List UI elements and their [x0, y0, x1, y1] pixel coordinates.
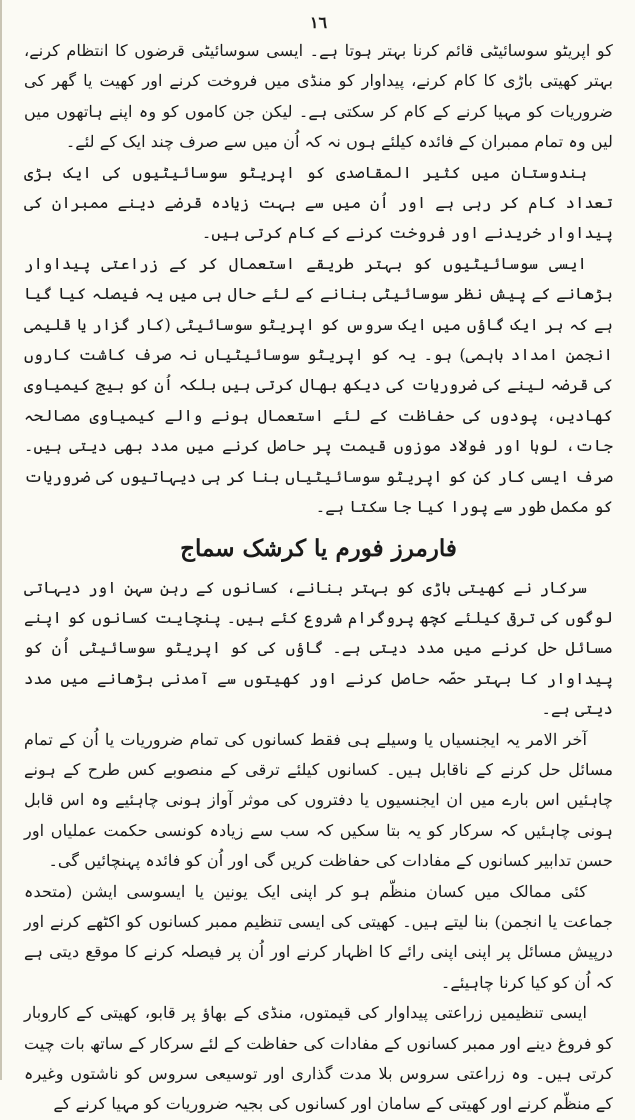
paragraph-organization-roles: ایسی تنظیمیں زراعتی پیداوار کی قیمتوں، منڈی کے بھاؤ پر قابو، کھیتی کے کاروبار کو فروغ دینے اور ممبر کسانوں کے مفادات کی حفاظت کے لئے سرکار کے ساتھ بات چیت کرتی ہیں۔ وہ زراعتی سروس بلا مدت گذاری اور توسیعی سروس کو ناشتوں وغیرہ کے منظّم کرنے اور کھیتی کے سامان اور کسانوں کی بجیہ ضروریات کو مہیا کرنے کے: [24, 1003, 613, 1114]
paragraph-farmers-union: کئی ممالک میں کسان منظّم ہو کر اپنی ایک یونین یا ایسوسی ایشن (متحدہ جماعت یا انجمن) بنا لیتے ہیں۔ کھیتی کی ایسی تنظیم ممبر کسانوں کو اکٹھے کرنے اور درپیش مسائل پر اپنی اپنی رائے کا اظہار کرنے اور اُن پر فیصلہ کرنے کا موقع دیتی ہے کہ اُن کو کیا کرنا چاہیئے۔: [24, 881, 613, 992]
section-farmers-forum: [24, 573, 613, 1120]
paragraph-agencies-limitations: آخر الامر یہ ایجنسیاں یا وسیلے ہی فقط کسانوں کی تمام ضروریات یا اُن کے تمام مسائل حل کرنے کے ناقابل ہیں۔ کسانوں کیلئے ترقی کے منصوبے کس طرح کے ہونے چاہئیں اس بارے میں ان ایجنسیوں یا دفتروں کی موثر آواز ہونی چاہئیے وہ اس قابل ہونی چاہئیں کہ سرکار کو یہ بتا سکیں کہ سب سے زیادہ کونسی حکمت عملیاں اور حسن تدابیر کسانوں کے مفادات کی حفاظت کریں گی اور اُن کو فائدہ پہنچائیں گی۔: [24, 729, 613, 871]
section-cooperative-societies: [24, 36, 613, 523]
paragraph-cooperative-india: ہندوستان میں کثیر المقاصدی کو اپریٹو سوسائیٹیوں کی ایک بڑی تعداد کام کر رہی ہے اور اُن میں سے بہت زیادہ قرضے دینے ممبران کی پیداوار خریدنے اور فروخت کرنے کے کام کرتی ہیں۔: [24, 162, 613, 243]
paragraph-cooperative-intro: کو اپریٹو سوسائیٹی قائم کرنا بہتر ہوتا ہے۔ ایسی سوسائیٹی قرضوں کا انتظام کرنے، بہتر کھیتی باڑی کا کام کرنے، پیداوار کو منڈی میں فروخت کرنے اور کھیت یا گھر کی ضروریات کو مہیا کرنے کے کام کر سکتی ہے۔ لیکن جن کاموں کو وہ اپنے ہاتھوں میں لیں وہ تمام ممبران کے فائدہ کیلئے ہوں نہ کہ اُن میں سے صرف چند ایک کے لئے۔: [24, 41, 613, 152]
page-number: ١٦: [309, 13, 328, 32]
paragraph-service-cooperative: ایسی سوسائیٹیوں کو بہتر طریقے استعمال کر کے زراعتی پیداوار بڑھانے کے پیش نظر سوسائیٹی بنانے کے لئے حال ہی میں یہ فیصلہ کیا گیا ہے کہ ہر ایک گاؤں میں ایک سروس کو اپریٹو سوسائیٹی (کار گزار یا قلیمی انجمن امداد باہمی) ہو۔ یہ کو اپریٹو سوسائیٹیاں نہ صرف کاشت کاروں کی قرضہ لینے کی ضروریات کی دیکھ بھال کرتی ہیں بلکہ اُن کو بیج کیمیاوی کھادیں، پودوں کی حفاظت کے لئے استعمال ہونے والے کیمیاوی مصالحہ جات، لوہا اور فولاد موزوں قیمت پر حاصل کرنے میں مدد بھی دیتی ہیں۔ صرف ایسی کار کن کو اپریٹو سوسائیٹیاں بنا کر ہی دیہاتیوں کی ضروریات کو مکمل طور سے پورا کیا جا سکتا ہے۔: [24, 253, 613, 517]
section-heading-farmers-forum: فارمرز فورم یا کرشک سماج: [180, 534, 457, 562]
paragraph-government-programs: سرکار نے کھیتی باڑی کو بہتر بنانے، کسانوں کے رہن سہن اور دیہاتی لوگوں کی ترقی کیلئے کچھ پروگرام شروع کئے ہیں۔ پنچایت کسانوں کو اپنے مسائل حل کرنے میں مدد دیتی ہے۔ گاؤں کی کو اپریٹو سوسائیٹی اُن کو پیداوار کا بہتر حصّہ حاصل کرنے اور کھیتوں سے آمدنی بڑھانے میں مدد دیتی ہے۔: [24, 577, 613, 719]
